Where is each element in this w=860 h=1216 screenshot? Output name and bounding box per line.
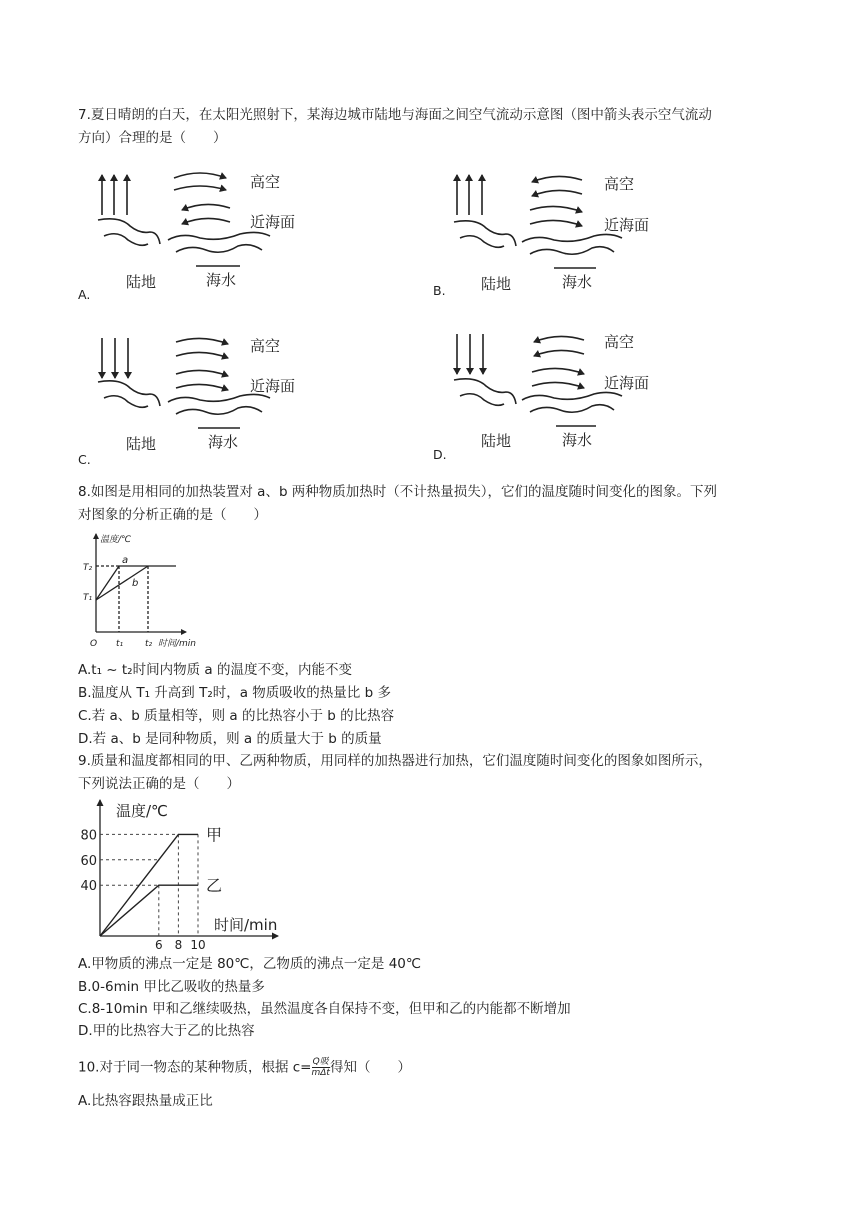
diagram-c xyxy=(98,338,270,428)
formula-numerator: Q吸 xyxy=(312,1057,329,1067)
formula-denominator: mΔt xyxy=(311,1068,330,1078)
option-c-label: C. xyxy=(78,452,91,467)
q8-graph xyxy=(78,530,213,655)
q8-option-a: A.t₁ ~ t₂时间内物质 a 的温度不变，内能不变 xyxy=(78,662,352,678)
q10-stem-suffix: 得知（ ） xyxy=(329,1059,411,1076)
label-high-d: 高空 xyxy=(604,333,635,351)
q8-ylabel: 温度/℃ xyxy=(100,535,132,545)
q8-t2: t₂ xyxy=(145,639,153,649)
q9-stem-line2: 下列说法正确的是（ ） xyxy=(78,776,240,792)
label-near-sea-c: 近海面 xyxy=(250,377,296,395)
q10-stem-prefix: 10.对于同一物态的某种物质，根据 c= xyxy=(78,1059,312,1076)
x-tick-8: 8 xyxy=(174,938,183,952)
q9-option-b: B.0-6min 甲比乙吸收的热量多 xyxy=(78,979,265,995)
label-near-sea-a: 近海面 xyxy=(250,213,296,231)
series-label-1: 乙 xyxy=(206,876,223,896)
label-sea-b: 海水 xyxy=(562,273,593,291)
x-tick-10: 10 xyxy=(190,938,206,952)
label-land-c: 陆地 xyxy=(126,435,157,453)
label-high-c: 高空 xyxy=(250,337,281,355)
option-a-label: A. xyxy=(78,287,91,302)
q8-b-label: b xyxy=(132,578,139,589)
series-label-0: 甲 xyxy=(206,825,223,845)
label-land-b: 陆地 xyxy=(481,275,512,293)
q7-stem-line1: 7.夏日晴朗的白天，在太阳光照射下，某海边城市陆地与海面之间空气流动示意图（图中箭头表示空气流动 xyxy=(78,107,712,123)
option-b-label: B. xyxy=(433,283,446,298)
diagram-d xyxy=(454,334,622,426)
q8-a-label: a xyxy=(122,555,129,566)
q8-origin: O xyxy=(90,639,98,649)
q8-stem-line2: 对图象的分析正确的是（ ） xyxy=(78,507,267,523)
q10-option-a: A.比热容跟热量成正比 xyxy=(78,1093,213,1109)
q9-xlabel: 时间/min xyxy=(214,916,278,934)
series-line-1 xyxy=(100,885,198,936)
label-high-b: 高空 xyxy=(604,175,635,193)
q9-option-a: A.甲物质的沸点一定是 80℃，乙物质的沸点一定是 40℃ xyxy=(78,956,422,972)
q10-stem xyxy=(78,1057,411,1078)
diagram-b xyxy=(454,175,622,268)
label-sea-a: 海水 xyxy=(206,271,237,289)
curve-a-rise xyxy=(96,566,119,600)
y-tick-40: 40 xyxy=(80,879,97,895)
q8-stem-line1: 8.如图是用相同的加热装置对 a、b 两种物质加热时（不计热量损失），它们的温度随时间变化的图象。下列 xyxy=(78,484,718,500)
label-sea-c: 海水 xyxy=(208,433,239,451)
q9-chart xyxy=(78,796,288,952)
curve-b-rise xyxy=(96,566,148,600)
q8-xlabel: 时间/min xyxy=(158,639,197,649)
q9-option-c: C.8-10min 甲和乙继续吸热，虽然温度各自保持不变，但甲和乙的内能都不断增加 xyxy=(78,1001,571,1017)
label-sea-d: 海水 xyxy=(562,431,593,449)
q8-T1: T₁ xyxy=(83,593,93,603)
q7-stem-line2: 方向）合理的是（ ） xyxy=(78,130,227,146)
q9-option-d: D.甲的比热容大于乙的比热容 xyxy=(78,1023,255,1039)
q8-T2: T₂ xyxy=(83,563,93,573)
x-tick-6: 6 xyxy=(154,938,163,952)
label-near-sea-d: 近海面 xyxy=(604,374,650,392)
label-land-a: 陆地 xyxy=(126,273,157,291)
q8-option-c: C.若 a、b 质量相等，则 a 的比热容小于 b 的比热容 xyxy=(78,708,395,724)
y-tick-80: 80 xyxy=(80,828,97,844)
label-land-d: 陆地 xyxy=(481,432,512,450)
q9-ylabel: 温度/℃ xyxy=(116,802,168,820)
q8-t1: t₁ xyxy=(116,639,124,649)
diagram-a xyxy=(98,173,270,266)
option-d-label: D. xyxy=(433,447,447,462)
label-high-a: 高空 xyxy=(250,173,281,191)
label-near-sea-b: 近海面 xyxy=(604,216,650,234)
q9-stem-line1: 9.质量和温度都相同的甲、乙两种物质，用同样的加热器进行加热，它们温度随时间变化的图象如图所示， xyxy=(78,753,712,769)
q8-option-b: B.温度从 T₁ 升高到 T₂时，a 物质吸收的热量比 b 多 xyxy=(78,685,391,701)
y-tick-60: 60 xyxy=(80,853,97,869)
q7-diagrams xyxy=(0,160,860,470)
q8-option-d: D.若 a、b 是同种物质，则 a 的质量大于 b 的质量 xyxy=(78,731,382,747)
specific-heat-formula xyxy=(312,1057,330,1078)
